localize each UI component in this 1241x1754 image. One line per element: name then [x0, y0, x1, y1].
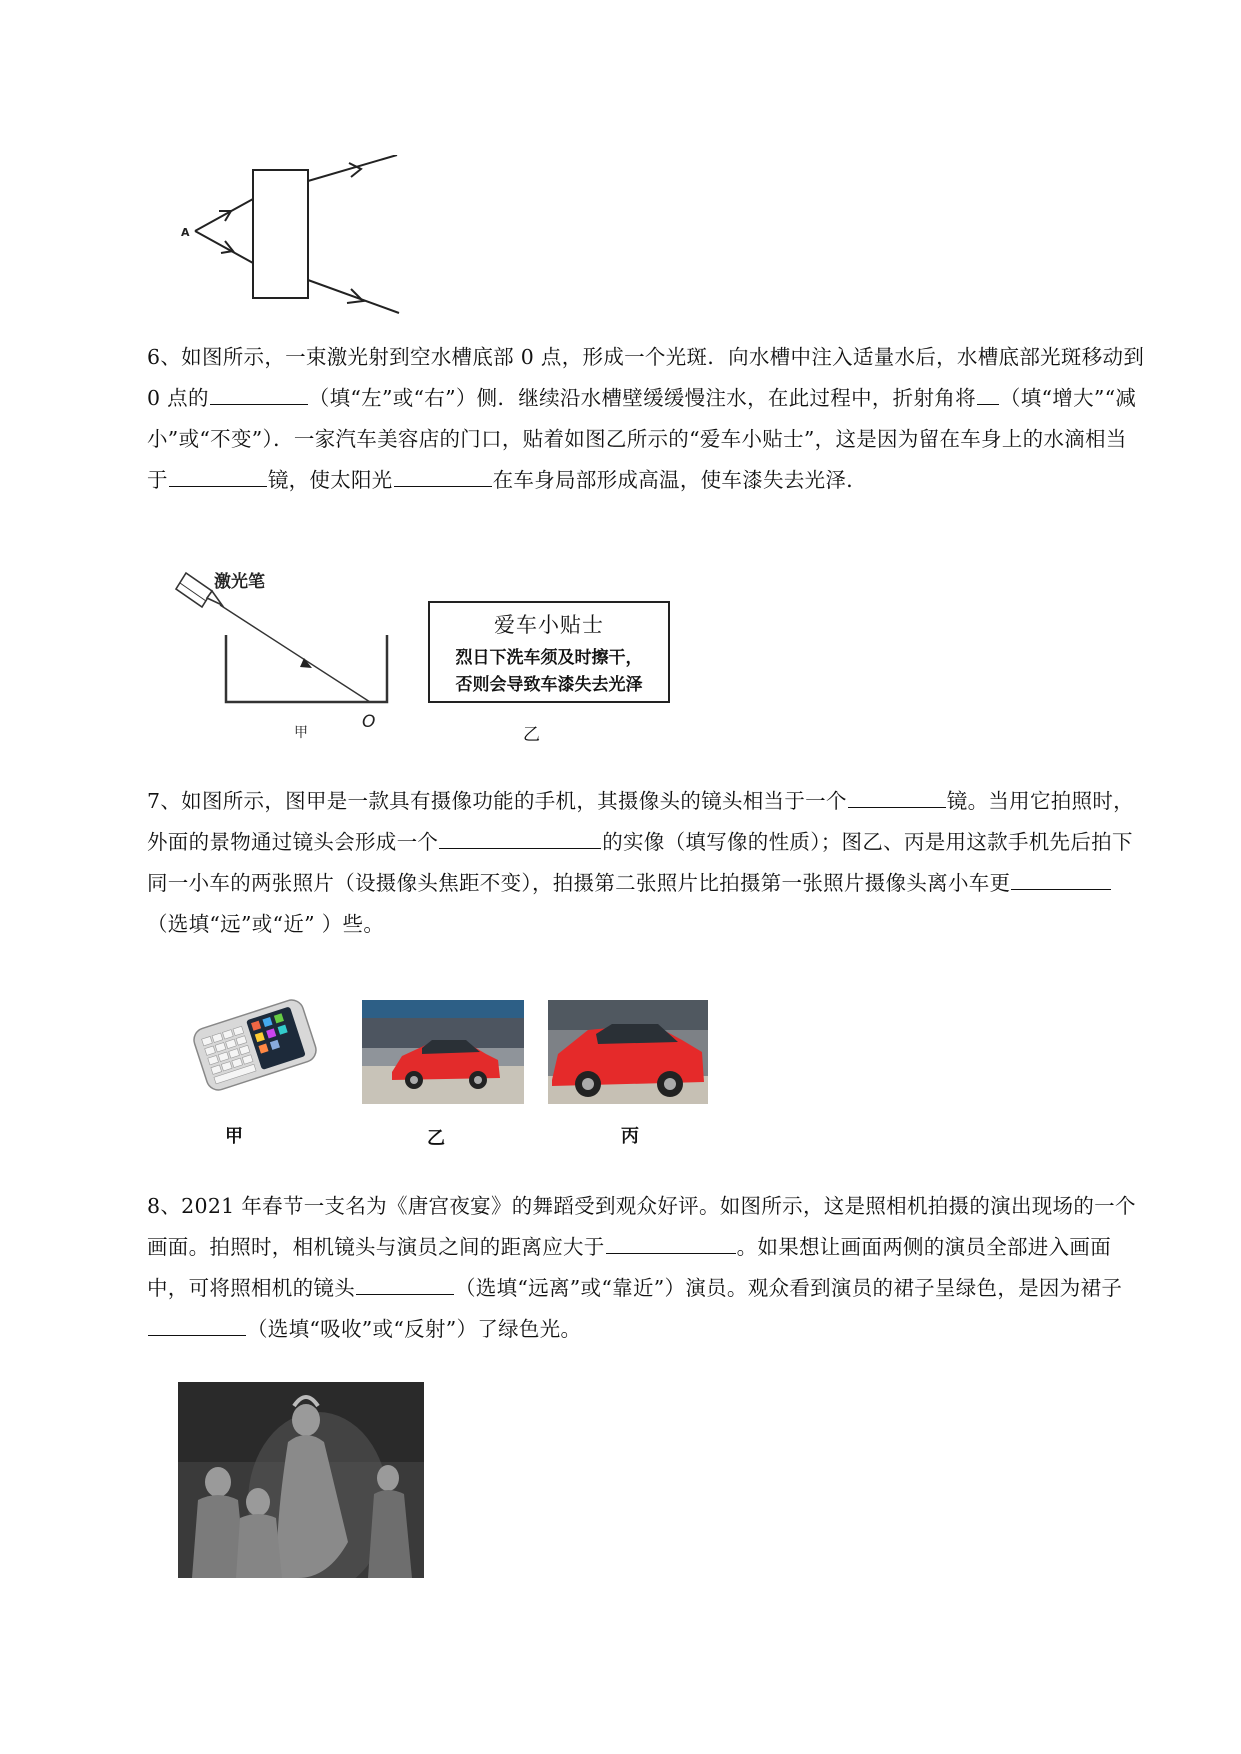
q7-blank-3[interactable] — [1011, 867, 1111, 890]
q7-blank-2[interactable] — [439, 826, 601, 849]
q7-text-2: 镜。当用它拍照时，外面的景物通过镜头会形成一个 — [147, 789, 1134, 854]
q6-text-2: （填“左”或“右”）侧．继续沿水槽壁缓缓慢注水，在此过程中，折射角将 — [308, 386, 976, 410]
car-photo-yi — [362, 1000, 524, 1104]
notice-line-1: 烈日下洗车须及时擦干， — [455, 648, 643, 668]
q6-text-1: 如图所示，一束激光射到空水槽底部 0 点，形成一个光斑．向水槽中注入适量水后，水槽底部光斑移动到 0 点的 — [147, 345, 1145, 410]
notice-line-2: 否则会导致车漆失去光泽 — [455, 675, 643, 695]
q8-text-4: （选填“吸收”或“反射”）了绿色光。 — [247, 1317, 582, 1341]
q7-text-3: 的实像（填写像的性质）；图乙、丙是用这款手机先后拍下同一小车的两张照片（设摄像头焦距不变），拍摄第二张照片比拍摄第一张照片摄像头离小车更 — [147, 830, 1133, 895]
q6-number: 6、 — [147, 345, 182, 369]
laser-pen-label: 激光笔 — [214, 572, 265, 592]
point-o-label: O — [362, 712, 376, 732]
car-care-notice — [428, 601, 670, 703]
q8-blank-3[interactable] — [148, 1313, 246, 1336]
q7-number: 7、 — [147, 789, 182, 813]
phone-image — [190, 995, 320, 1095]
q7-text-1: 如图所示，图甲是一款具有摄像功能的手机，其摄像头的镜头相当于一个 — [181, 789, 847, 813]
laser-beam — [220, 605, 370, 702]
question-6 — [147, 337, 1147, 501]
fig-yi-label: 乙 — [523, 725, 540, 745]
lens-ray-diagram — [175, 155, 415, 315]
dance-performance-photo — [178, 1382, 424, 1578]
fig7-jia-label: 甲 — [225, 1126, 243, 1147]
emergent-ray-upper — [308, 155, 397, 181]
q6-text-4: 镜，使太阳光 — [267, 468, 393, 492]
q8-text-2: 。如果想让画面两侧的演员全部进入画面中，可将照相机的镜头 — [147, 1235, 1112, 1300]
q7-blank-1[interactable] — [848, 785, 946, 808]
car-photo-bing — [548, 1000, 708, 1104]
incident-ray-upper — [195, 199, 253, 231]
emergent-ray-lower — [308, 280, 399, 313]
q8-text-1: 2021 年春节一支名为《唐宫夜宴》的舞蹈受到观众好评。如图所示，这是照相机拍摄的演出现场的一个画面。拍照时，相机镜头与演员之间的距离应大于 — [147, 1194, 1136, 1259]
q6-text-3: （填“增大”“减小”或“不变”）．一家汽车美容店的门口，贴着如图乙所示的“爱车小贴士”，这是因为留在车身上的水滴相当于 — [147, 386, 1137, 492]
q7-text-4: （选填“远”或“近” ）些。 — [147, 912, 385, 936]
q8-number: 8、 — [147, 1194, 182, 1218]
q8-text-3: （选填“远离”或“靠近”）演员。观众看到演员的裙子呈绿色，是因为裙子 — [455, 1276, 1123, 1300]
q6-blank-3[interactable] — [169, 464, 267, 487]
question-7 — [147, 781, 1147, 945]
fig7-yi-label: 乙 — [427, 1128, 445, 1149]
fig-jia-label: 甲 — [294, 725, 308, 741]
point-a-label: A — [181, 226, 190, 239]
question-8 — [147, 1186, 1147, 1350]
q8-blank-2[interactable] — [356, 1272, 454, 1295]
q6-blank-2[interactable] — [977, 382, 999, 405]
q8-blank-1[interactable] — [606, 1231, 736, 1254]
q6-text-5: 在车身局部形成高温，使车漆失去光泽． — [492, 468, 868, 492]
glass-block — [253, 170, 308, 298]
incident-ray-lower — [195, 231, 253, 263]
laser-tank-diagram — [170, 565, 400, 745]
q6-blank-1[interactable] — [210, 382, 308, 405]
water-tank — [226, 635, 387, 702]
q6-blank-4[interactable] — [394, 464, 492, 487]
notice-title: 爱车小贴士 — [494, 613, 604, 637]
fig7-bing-label: 丙 — [621, 1126, 639, 1147]
